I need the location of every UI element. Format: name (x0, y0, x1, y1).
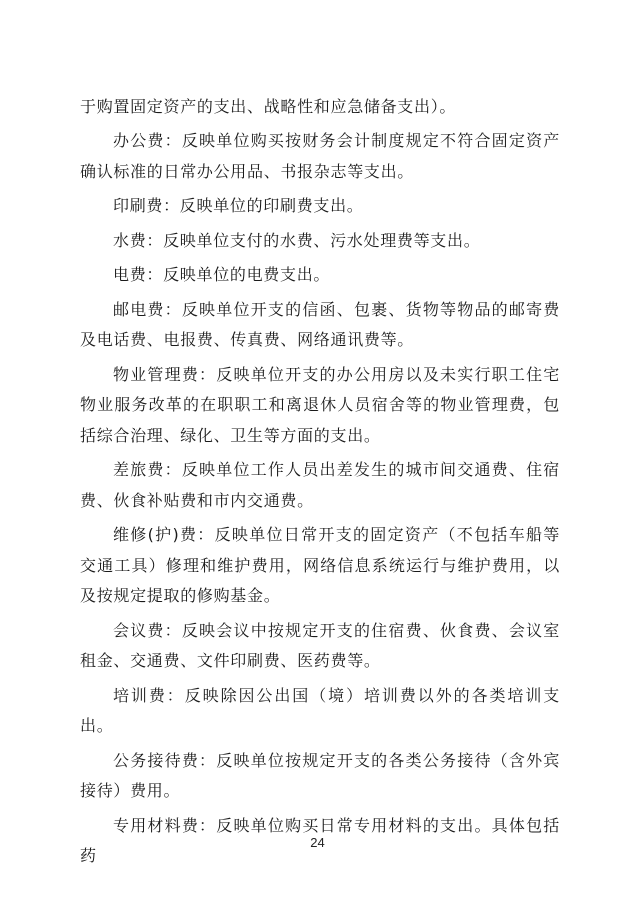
paragraph-electricity-fees: 电费：反映单位的电费支出。 (113, 265, 331, 285)
paragraph-continuation: 于购置固定资产的支出、战略性和应急储备支出）。 (80, 97, 457, 116)
paragraph-maintenance-fees: 维修(护)费：反映单位日常开支的固定资产（不包括车船等交通工具）修理和维护费用，网络信息系统运行与维护费用，以及按规定提取的修购基金。 (80, 525, 560, 606)
paragraph-water-fees: 水费：反映单位支付的水费、污水处理费等支出。 (113, 230, 481, 250)
document-body (80, 92, 560, 872)
page-number: 24 (310, 835, 325, 850)
paragraph-official-reception-fees: 公务接待费：反映单位按规定开支的各类公务接待（含外宾接待）费用。 (80, 750, 560, 801)
paragraph-special-materials-fees: 专用材料费：反映单位购买日常专用材料的支出。具体包括药 (80, 815, 560, 866)
paragraph-printing-fees: 印刷费：反映单位的印刷费支出。 (113, 196, 364, 216)
paragraph-office-expenses: 办公费：反映单位购买按财务会计制度规定不符合固定资产确认标准的日常办公用品、书报杂志等支出。 (80, 131, 560, 181)
paragraph-training-fees: 培训费：反映除因公出国（境）培训费以外的各类培训支出。 (80, 685, 560, 736)
paragraph-property-management-fees: 物业管理费：反映单位开支的办公用房以及未实行职工住宅物业服务改革的在职职工和离退休人员宿舍等的物业管理费，包括综合治理、绿化、卫生等方面的支出。 (80, 364, 560, 445)
paragraph-travel-expenses: 差旅费：反映单位工作人员出差发生的城市间交通费、住宿费、伙食补贴费和市内交通费。 (80, 460, 560, 510)
paragraph-meeting-fees: 会议费：反映会议中按规定开支的住宿费、伙食费、会议室租金、交通费、文件印刷费、医药费等。 (80, 620, 560, 671)
paragraph-postal-telecom-fees: 邮电费：反映单位开支的信函、包裹、货物等物品的邮寄费及电话费、电报费、传真费、网络通讯费等。 (80, 299, 560, 350)
